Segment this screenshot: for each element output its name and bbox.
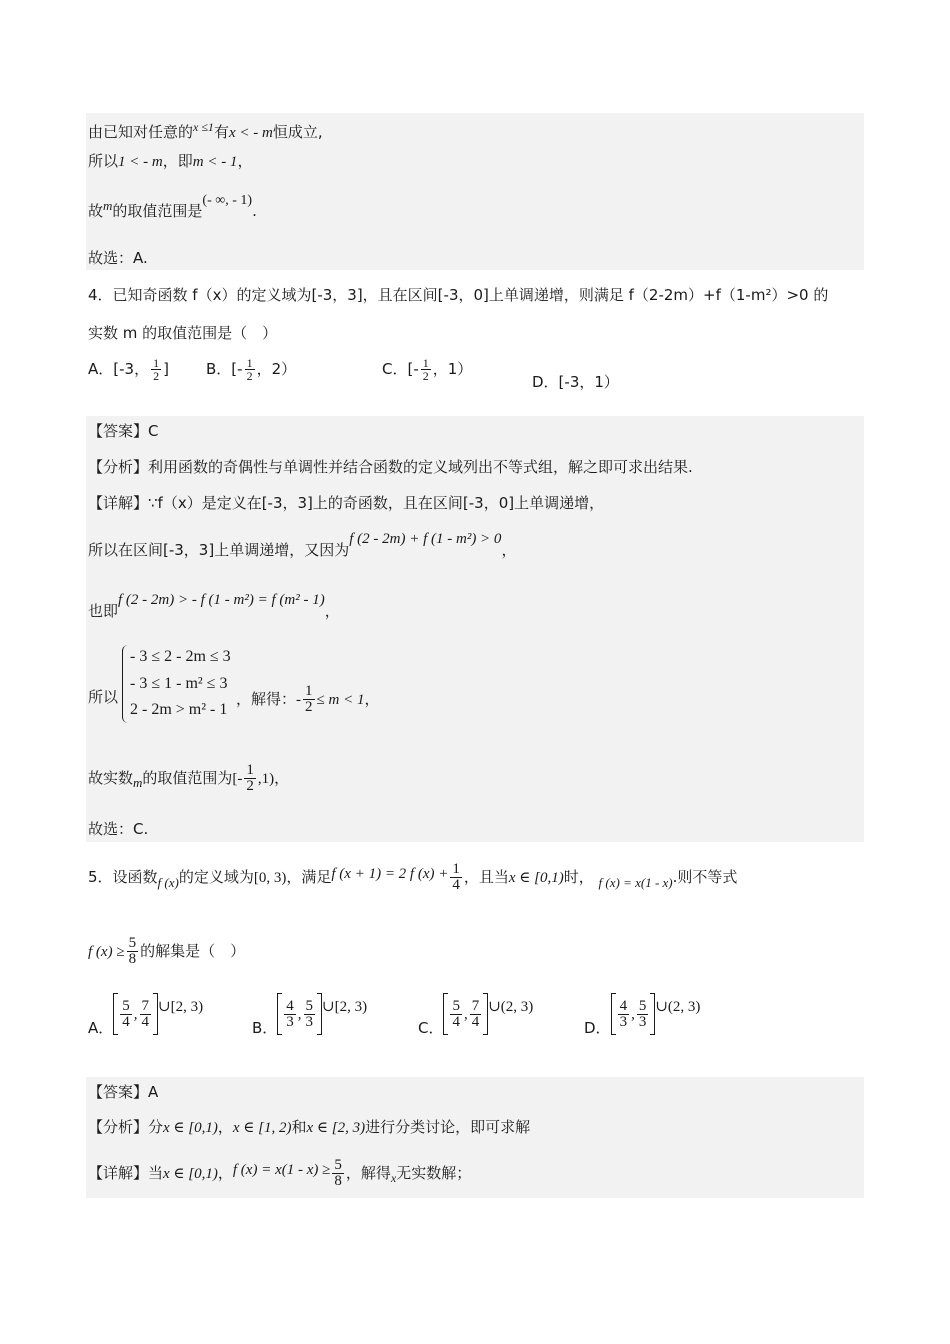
text: ， (501, 541, 517, 559)
text: 故选：A. (88, 249, 148, 267)
math: ∪[2, 3) (158, 998, 204, 1015)
text: ， (237, 152, 253, 170)
math: [0, 3) (253, 870, 287, 886)
math: f (x) ≥ (88, 944, 125, 960)
solution3-line-3 (88, 193, 257, 223)
fraction: $\frac{4}{3}$ (619, 997, 628, 1030)
question4-option-c (382, 357, 472, 382)
answer4-solution (236, 684, 379, 715)
math: ∪(2, 3) (655, 998, 701, 1015)
fraction: $\frac{1}{2}$ (246, 762, 254, 794)
question5-option-a: A． $\frac{5}{4}$ , $\frac{7}{4}$ ∪[2, 3) (88, 993, 203, 1035)
question5-option-d: D． $\frac{4}{3}$ , $\frac{5}{3}$ ∪(2, 3) (584, 993, 700, 1035)
text: 故 (88, 202, 104, 220)
text: ， (217, 1118, 233, 1136)
solution3-line-2 (88, 151, 252, 172)
math: (- ∞, - 1) (202, 193, 253, 208)
math: x ∈ [0,1) (508, 870, 564, 886)
text: 也即 (88, 602, 119, 620)
text: 【分析】利用函数的奇偶性与单调性并结合函数的定义域列出不等式组，解之即可求出结果. (88, 458, 693, 476)
math: f (2 - 2m) + f (1 - m²) > 0 (349, 531, 502, 547)
answer4-system-label (88, 687, 118, 707)
math: x ∈ [0,1) (163, 1120, 218, 1136)
text: ，满足 (286, 868, 332, 886)
text: 4．已知奇函数 f（x）的定义域为[-3，3]，且在区间[-3，0]上单调递增，则满足 f（2-2m）+f（1-m²）>0 的 (88, 286, 829, 304)
text: 进行分类讨论，即可求解 (365, 1118, 531, 1136)
math: ≤ m < 1 (316, 692, 365, 708)
text: 恒成立, (272, 123, 323, 141)
math: m < - 1 (192, 154, 238, 170)
answer4-answer (88, 421, 158, 441)
text: 【详解】当 (88, 1164, 164, 1182)
fraction: $\frac{5}{4}$ (452, 997, 460, 1030)
question5-stem-2 (88, 936, 245, 967)
solution3-choice (88, 248, 148, 268)
answer4-detail-1 (88, 493, 604, 513)
bracket (443, 993, 448, 1035)
fraction: $\frac{1}{2}$ (305, 683, 313, 715)
text: C． (418, 1018, 444, 1037)
text: ，即 (162, 152, 193, 170)
math: f (x + 1) = 2 f (x) + (331, 866, 449, 882)
fraction: $\frac{1}{4}$ (452, 861, 460, 893)
text: .则不等式 (672, 868, 738, 886)
text: ，2） (256, 360, 297, 378)
text: ，解得： (236, 690, 297, 708)
math: f (x) = x(1 - x) (598, 875, 673, 890)
fraction: $\frac{1}{2}$ (246, 356, 253, 383)
text: 故选：C. (88, 820, 149, 838)
answer4-range (88, 763, 289, 794)
system-brace (122, 645, 129, 723)
text: B． (252, 1018, 278, 1037)
answer5-analysis (88, 1117, 530, 1138)
math: f (x) = x(1 - x) ≥ (232, 1162, 331, 1178)
fraction: $\frac{5}{3}$ (638, 997, 647, 1030)
text: 5．设函数 (88, 868, 158, 886)
text: 的定义域为 (178, 868, 254, 886)
answer4-detail-2 (88, 531, 517, 561)
math: x ∈ [0,1) (163, 1166, 218, 1182)
text: 有 (213, 123, 229, 141)
text: 实数 m 的取值范围是（ ） (88, 324, 278, 342)
bracket (611, 993, 616, 1035)
text: B．[- (206, 360, 243, 378)
text: 的取值范围为 (142, 769, 233, 787)
text: 故实数 (88, 769, 134, 787)
math: x < - m (228, 125, 273, 141)
question4-option-d (532, 371, 619, 392)
question4-stem-2 (88, 323, 277, 343)
text: 和 (291, 1118, 307, 1136)
bracket (277, 993, 282, 1035)
fraction: $\frac{1}{2}$ (153, 356, 160, 383)
text: ， (364, 690, 380, 708)
math: 1 < - m (118, 154, 163, 170)
math: f (2 - 2m) > - f (1 - m²) = f (m² - 1) (118, 592, 325, 608)
text: 【分析】分 (88, 1118, 164, 1136)
fraction: $\frac{5}{3}$ (305, 997, 314, 1030)
math: m (133, 775, 143, 790)
math: m (103, 198, 113, 213)
text: ，解得 (345, 1164, 391, 1182)
fraction: $\frac{7}{4}$ (471, 997, 480, 1030)
math: f (x) (157, 875, 179, 890)
text: 所以在区间[-3，3]上单调递增，又因为 (88, 541, 350, 559)
question4-option-a (88, 357, 169, 382)
text: ， (324, 602, 340, 620)
text: . (252, 202, 257, 220)
question5-stem-1 (88, 862, 737, 893)
solution3-line-1 (88, 117, 323, 143)
bracket (113, 993, 118, 1035)
fraction: $\frac{5}{4}$ (122, 997, 130, 1030)
math: ∪[2, 3) (322, 998, 368, 1015)
text: 所以 (88, 152, 119, 170)
math: - (296, 692, 302, 708)
system-inequality-2: - 3 ≤ 1 - m² ≤ 3 (130, 675, 228, 692)
text: 【详解】∵f（x）是定义在[-3，3]上的奇函数，且在区间[-3，0]上单调递增， (88, 494, 605, 512)
math: ,1) (257, 771, 275, 787)
text: 【答案】C (88, 422, 159, 440)
text: ， (274, 769, 290, 787)
text: A． (88, 1018, 114, 1037)
fraction: $\frac{5}{8}$ (128, 935, 137, 967)
text: D． (584, 1018, 611, 1037)
text: 时， (563, 868, 594, 886)
system-inequality-3: 2 - 2m > m² - 1 (130, 701, 228, 718)
text: ， (217, 1164, 233, 1182)
math: [- (232, 771, 243, 787)
text: ，1） (432, 360, 473, 378)
answer4-choice (88, 819, 148, 839)
fraction: $\frac{4}{3}$ (286, 997, 294, 1030)
answer5-answer (88, 1082, 158, 1102)
fraction: $\frac{1}{2}$ (422, 356, 429, 383)
text: 所以 (88, 688, 119, 706)
math: x ∈ [1, 2) (232, 1120, 292, 1136)
question5-option-c: C． $\frac{5}{4}$ , $\frac{7}{4}$ ∪(2, 3) (418, 993, 533, 1035)
question4-stem-1 (88, 285, 828, 305)
fraction: $\frac{7}{4}$ (141, 997, 150, 1030)
text: C．[- (382, 360, 419, 378)
question5-option-b: B． $\frac{4}{3}$ , $\frac{5}{3}$ ∪[2, 3) (252, 993, 367, 1035)
text: 无实数解； (396, 1164, 472, 1182)
math: x (390, 1171, 397, 1185)
math: ∪(2, 3) (488, 998, 534, 1015)
text: 的解集是（ ） (140, 942, 246, 960)
text: ] (163, 360, 169, 378)
text: 【答案】A (88, 1083, 159, 1101)
fraction: $\frac{5}{8}$ (334, 1157, 342, 1189)
text: A．[-3， (88, 360, 150, 378)
math: x ≤1 (193, 120, 214, 134)
text: 的取值范围是 (112, 202, 203, 220)
question4-option-b (206, 357, 296, 382)
system-inequality-1: - 3 ≤ 2 - 2m ≤ 3 (130, 648, 231, 665)
text: ，且当 (463, 868, 509, 886)
text: D．[-3，1） (532, 373, 619, 391)
text: 由已知对任意的 (88, 123, 194, 141)
math: x ∈ [2, 3) (306, 1120, 366, 1136)
answer4-analysis (88, 457, 693, 477)
answer5-detail (88, 1158, 471, 1189)
answer4-detail-3 (88, 592, 340, 622)
